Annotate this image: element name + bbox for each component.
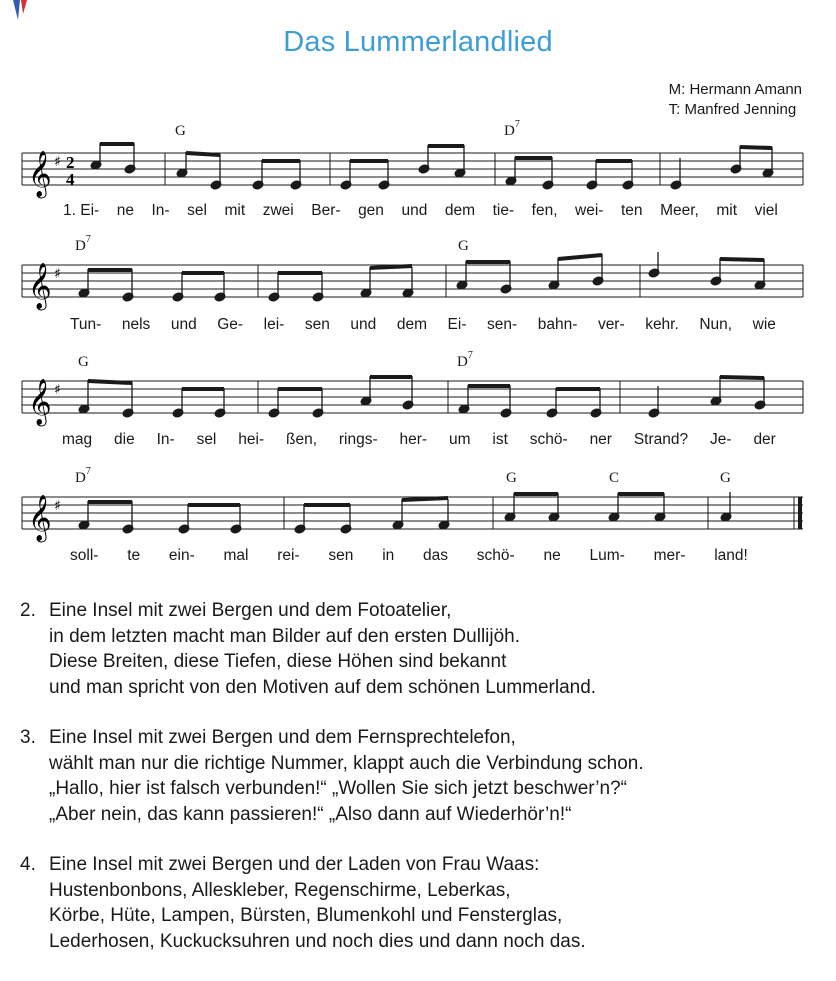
lyric-syllable: ein-	[168, 547, 195, 564]
treble-clef-icon: 𝄞	[28, 151, 52, 197]
lyric-syllable: der	[753, 431, 776, 448]
lyric-syllable: mag	[62, 431, 93, 448]
lyric-syllable: Meer,	[660, 202, 699, 219]
lyric-syllable: 1. Ei-	[63, 202, 100, 219]
chord-symbol: G	[78, 354, 89, 370]
chord-symbol: C	[609, 470, 620, 486]
lyric-syllable: ist	[492, 431, 508, 448]
lyric-syllable: Strand?	[633, 431, 689, 448]
chord-symbol: G	[506, 470, 517, 486]
lyric-syllable: ten	[620, 202, 643, 219]
lyric-syllable: um	[448, 431, 471, 448]
lyric-syllable: gen	[358, 202, 384, 219]
chord-symbol: $D^7$	[75, 466, 91, 486]
chord-symbol: G	[720, 470, 731, 486]
lyric-syllable: mit	[716, 202, 738, 219]
chord-symbol: G	[175, 123, 186, 139]
verse-line: Eine Insel mit zwei Bergen und dem Fernsprechtelefon,	[49, 727, 516, 748]
treble-clef-icon: 𝄞	[28, 379, 52, 425]
lyric-syllable: land!	[714, 547, 748, 564]
lyrics-line	[70, 316, 776, 336]
treble-clef-icon: 𝄞	[28, 495, 52, 541]
lyric-syllable: Ge-	[217, 316, 244, 333]
credits	[669, 80, 802, 120]
lyric-syllable: Nun,	[699, 316, 733, 333]
verse-line: und man spricht von den Motiven auf dem schönen Lummerland.	[49, 676, 597, 698]
lyric-syllable: sen	[328, 547, 354, 564]
lyric-syllable: nels	[121, 316, 151, 333]
lyric-syllable: ne	[543, 547, 561, 564]
lyric-syllable: sel	[187, 202, 207, 219]
lyric-syllable: schö-	[529, 431, 568, 448]
chord-symbol: $D^7$	[75, 234, 91, 254]
lyric-syllable: in	[382, 547, 395, 564]
lyric-syllable: ßen,	[286, 431, 318, 448]
verse-line: in dem letzten macht man Bilder auf den ersten Dullijöh.	[49, 625, 521, 647]
time-signature-top: 2	[66, 153, 75, 172]
lyric-syllable: sen	[304, 316, 330, 333]
lyric-syllable: viel	[754, 202, 778, 219]
verse-line: Eine Insel mit zwei Bergen und dem Fotoatelier,	[49, 600, 452, 621]
lyric-syllable: und	[350, 316, 377, 333]
lyric-syllable: ne	[116, 202, 134, 219]
lyric-syllable: fen,	[531, 202, 558, 219]
lyric-syllable: dem	[444, 202, 476, 219]
verse-line: „Aber nein, das kann passieren!“ „Also dann auf Wiederhör’n!“	[49, 803, 572, 825]
lyric-syllable: sen-	[487, 316, 518, 333]
lyric-syllable: mit	[224, 202, 246, 219]
verse-line: Hustenbonbons, Alleskleber, Regenschirme, Leberkas,	[49, 879, 511, 901]
verses-section	[20, 598, 644, 979]
lyrics-line	[62, 431, 776, 451]
lyric-syllable: Ei-	[447, 316, 467, 333]
verse-number: 2.	[20, 600, 36, 621]
lyric-syllable: schö-	[476, 547, 515, 564]
lyric-syllable: hei-	[238, 431, 265, 448]
corner-ribbon-icon	[10, 0, 32, 24]
lyric-syllable: soll-	[70, 547, 99, 564]
song-title: Das Lummerlandlied	[283, 26, 553, 58]
lyric-syllable: mer-	[653, 547, 686, 564]
lyric-syllable: Je-	[710, 431, 732, 448]
sharp-icon: ♯	[54, 382, 61, 398]
sharp-icon: ♯	[54, 266, 61, 282]
verse-line: wählt man nur die richtige Nummer, klappt auch die Verbindung schon.	[49, 752, 644, 774]
lyric-syllable: In-	[156, 431, 175, 448]
lyric-syllable: rings-	[338, 431, 378, 448]
lyric-syllable: Lum-	[589, 547, 625, 564]
lyric-syllable: bahn-	[537, 316, 578, 333]
lyric-syllable: kehr.	[645, 316, 679, 333]
lyrics-line	[70, 547, 748, 567]
verse-line: Lederhosen, Kuckucksuhren und noch dies und dann noch das.	[49, 930, 586, 952]
verse-line: Eine Insel mit zwei Bergen und der Laden von Frau Waas:	[49, 854, 540, 875]
lyric-syllable: rei-	[277, 547, 300, 564]
lyric-syllable: und	[170, 316, 197, 333]
verse-number: 4.	[20, 854, 36, 875]
lyric-syllable: wie	[752, 316, 776, 333]
music-staff	[0, 140, 836, 200]
verse	[20, 725, 644, 827]
lyric-syllable: In-	[151, 202, 170, 219]
lyric-syllable: tie-	[492, 202, 515, 219]
lyric-syllable: her-	[399, 431, 428, 448]
verse-line: „Hallo, hier ist falsch verbunden!“ „Wollen Sie sich jetzt beschwer’n?“	[49, 778, 627, 799]
chord-symbol: G	[458, 238, 469, 254]
verse-line: Körbe, Hüte, Lampen, Bürsten, Blumenkohl und Fensterglas,	[49, 905, 563, 926]
lyric-syllable: und	[401, 202, 428, 219]
sharp-icon: ♯	[54, 154, 61, 170]
lyric-syllable: das	[423, 547, 449, 564]
lyric-syllable: sel	[196, 431, 217, 448]
lyrics-line	[63, 202, 778, 222]
lyric-syllable: zwei	[262, 202, 294, 219]
lyric-syllable: ver-	[597, 316, 625, 333]
verse	[20, 598, 644, 700]
lyric-syllable: dem	[396, 316, 427, 333]
lyric-syllable: lei-	[263, 316, 285, 333]
chord-symbol: $D^7$	[457, 350, 473, 370]
music-credit: M: Hermann Amann	[668, 81, 802, 98]
lyric-syllable: mal	[223, 547, 249, 564]
lyric-syllable: wei-	[575, 202, 604, 219]
lyric-syllable: die	[114, 431, 135, 448]
music-staff	[0, 252, 836, 312]
lyric-syllable: Tun-	[70, 316, 102, 333]
lyric-syllable: Ber-	[311, 202, 341, 219]
time-signature-bottom: 4	[66, 170, 75, 189]
text-credit: T: Manfred Jenning	[668, 101, 797, 118]
verse-number: 3.	[20, 727, 36, 748]
verse-line: Diese Breiten, diese Tiefen, diese Höhen sind bekannt	[49, 651, 507, 672]
lyric-syllable: ner	[589, 431, 612, 448]
lyric-syllable: te	[127, 547, 141, 564]
verse	[20, 852, 644, 954]
music-staff	[0, 368, 836, 428]
chord-symbol: $D^7$	[504, 119, 520, 139]
sharp-icon: ♯	[54, 498, 61, 514]
treble-clef-icon: 𝄞	[28, 263, 52, 309]
music-staff	[0, 484, 836, 544]
